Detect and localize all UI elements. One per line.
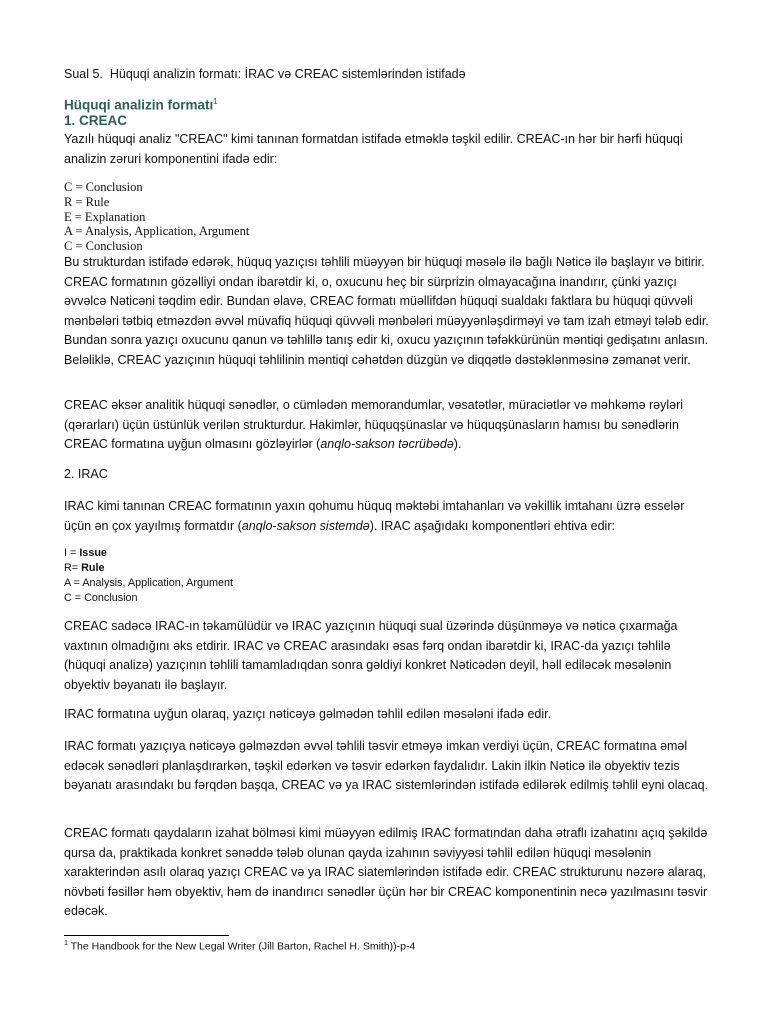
irac-component xyxy=(64,576,233,591)
question-number: Sual 5. xyxy=(64,67,103,81)
irac-paragraph-2: IRAC formatına uyğun olaraq, yazıçı nəticəyə gəlmədən təhlil edilən məsələni ifadə edir. xyxy=(64,707,552,721)
creac-paragraph-2 xyxy=(64,396,714,455)
footnote-text: The Handbook for the New Legal Writer (Jill Barton, Rachel H. Smith))-p-4 xyxy=(67,940,416,953)
section-heading xyxy=(64,97,218,113)
irac-intro-text: IRAC kimi tanınan CREAC formatının yaxın qohumu hüquq məktəbi imtahanları və vəkillik imtahanı üzrə esselər üçün ən çox yayılmış formatdır ( xyxy=(64,499,685,533)
irac-intro xyxy=(64,497,714,536)
irac-term: Conclusion xyxy=(84,592,138,604)
creac-paragraph-2-end: ). xyxy=(453,437,462,451)
creac-paragraph-2-text: CREAC əksər analitik hüquqi sənədlər, o cümlədən memorandumlar, vəsatətlər, müraciətlər və məhkəmə rəyləri (qərarları) üçün üstünlük verilən strukturdur. Hakimlər, hüquqşünaslar və hüquqşünasların hamısı bu sənədlərin CREAC formatına uyğun olmasını gözləyirlər ( xyxy=(64,398,684,451)
creac-paragraph-1: Bu strukturdan istifadə edərək, hüquq yazıçısı təhlili müəyyən bir hüquqi məsələ ilə bağlı Nəticə ilə başlayır və bitirir. CREAC formatının gözəlliyi ondan ibarətdir ki, o, oxucunu heç bir sürprizin olmayacağına inandırır, çünki yazıçı əvvəlcə Nəticəni təqdim edir. Bundan əlavə, CREAC formatı müəllifdən hüquqi sualdakı faktlara bu hüquqi qüvvəli mənbələri tətbiq etməzdən əvvəl müvafiq hüquqi qüvvəli mənbələri müəyyənləşdirməyi və tam izah etməyi tələb edir. Bundan sonra yazıçı oxucunu qanun və təhlillə tanış edir ki, oxucu yazıçının təfəkkürünün məntiqi gedişatını anlasın. Beləliklə, CREAC yazıçının hüquqi təhlilinin məntiqi cəhətdən düzgün və diqqətlə dəstəklənməsinə zəmanət verir. xyxy=(64,255,709,367)
footnote xyxy=(64,940,415,953)
irac-prefix: R= xyxy=(64,562,82,574)
irac-paragraph-1: CREAC sadəcə IRAC-ın təkamülüdür və IRAC yazıçının hüquqi sual üzərində düşünməyə və nəticə çıxarmağa vaxtının olmadığını əks etdirir. IRAC və CREAC arasındakı əsas fərq ondan ibarətdir ki, IRAC-da yazıçı təhlilə (hüquqi analizə) yazıçının təhlili tamamladıqdan sonra gəldiyi konkret Nəticədən deyil, həll ediləcək məsələnin obyektiv bəyanatı ilə başlayır. xyxy=(64,619,678,692)
irac-component xyxy=(64,591,233,606)
irac-prefix: C = xyxy=(64,592,85,604)
creac-components-list xyxy=(64,180,249,254)
creac-component: R = Rule xyxy=(64,194,110,209)
irac-subheading: 2. IRAC xyxy=(64,467,108,481)
question-title xyxy=(64,67,466,81)
irac-component xyxy=(64,561,233,576)
heading-text: Hüquqi analizin formatı xyxy=(64,97,214,113)
creac-intro: Yazılı hüquqi analiz "CREAC" kimi tanınan formatdan istifadə etməklə təşkil edilir. CREAC-ın hər bir hərfi hüquqi analizin zəruri komponentini ifadə edir: xyxy=(64,132,683,166)
irac-term: Analysis, Application, Argument xyxy=(82,577,233,589)
question-text: Hüquqi analizin formatı: İRAC və CREAC sistemlərindən istifadə xyxy=(109,67,466,81)
irac-intro-end: ). IRAC aşağıdakı komponentləri ehtiva edir: xyxy=(369,518,615,533)
irac-term: Rule xyxy=(81,562,105,574)
irac-component xyxy=(64,546,233,561)
creac-subheading: 1. CREAC xyxy=(64,113,128,128)
creac-component: C = Conclusion xyxy=(64,239,143,254)
irac-term: Issue xyxy=(79,547,107,559)
creac-component: E = Explanation xyxy=(64,209,146,224)
irac-paragraph-4: CREAC formatı qaydaların izahat bölməsi kimi müəyyən edilmiş IRAC formatından daha ətraflı izahatını açıq şəkildə qursa da, praktikada konkret sənəddə tələb olunan qayda izahının səviyyəsi təhlil edilən hüquqi məsələnin xarakterindən asılı olaraq yazıçı CREAC və ya IRAC siatemlərindən istifadə edir. CREAC strukturunu nəzərə alaraq, növbəti fəsillər həm obyektiv, həm də inandırıcı sənədlər üçün hər bir CREAC komponentinin necə yazılmasını təsvir edəcək. xyxy=(64,826,708,918)
irac-components-list xyxy=(64,546,233,606)
creac-component: A = Analysis, Application, Argument xyxy=(64,224,250,239)
footnote-divider xyxy=(64,935,229,936)
footnote-number: 1 xyxy=(64,940,68,947)
creac-paragraph-2-italic: anqlo-sakson təcrübədə xyxy=(320,437,454,451)
irac-intro-italic: anqlo-sakson sistemdə xyxy=(241,518,370,533)
footnote-ref[interactable]: 1 xyxy=(213,97,218,106)
irac-prefix: I = xyxy=(64,547,80,559)
irac-paragraph-3: IRAC formatı yazıçıya nəticəyə gəlməzdən əvvəl təhlili təsvir etməyə imkan verdiyi üçün, CREAC formatına əməl edəcək sənədləri planlaşdırarkən, təşkil edərkən və təsvir edərkən faydalıdır. Lakin ilkin Nəticə ilə obyektiv tezis bəyanatı arasındakı bu fərqdən başqa, CREAC və ya IRAC sistemlərindən istifadə edilərək edilmiş təhlil eyni olacaq. xyxy=(64,739,709,792)
irac-prefix: A = xyxy=(64,577,83,589)
creac-component: C = Conclusion xyxy=(64,180,143,194)
